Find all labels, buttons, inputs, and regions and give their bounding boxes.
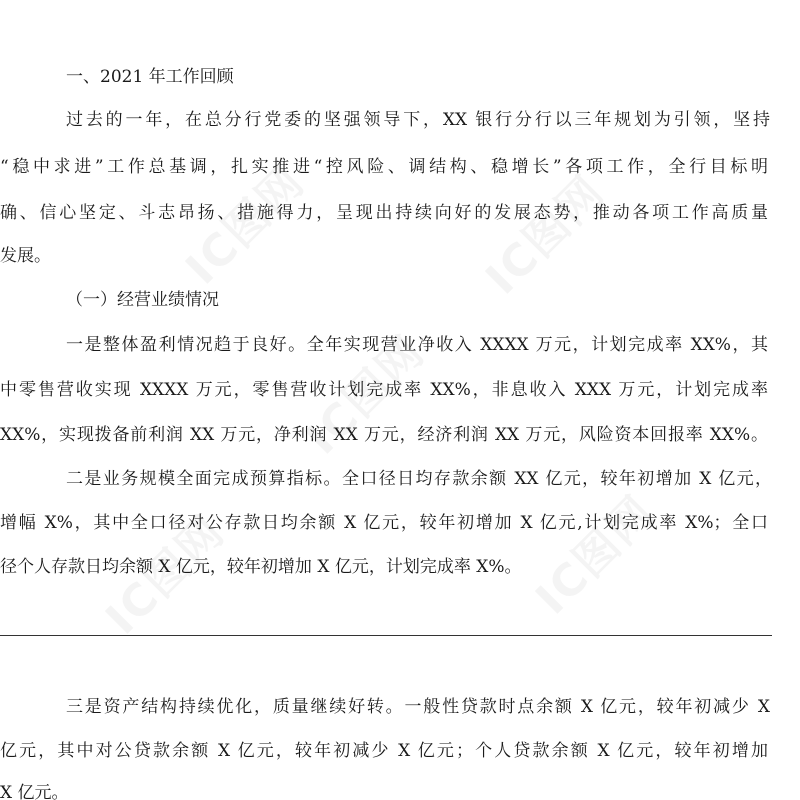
watermark: IC图网 [176, 156, 315, 295]
page-divider [0, 635, 772, 636]
watermark: IC图网 [96, 506, 235, 645]
section-heading: 一、2021 年工作回顾 [66, 67, 234, 87]
paragraph-line: 径个人存款日均余额 X 亿元，较年初增加 X 亿元，计划完成率 X%。 [0, 557, 522, 577]
watermark: IC图网 [296, 326, 435, 465]
paragraph-line: XX%，实现拨备前利润 XX 万元，净利润 XX 万元，经济利润 XX 万元，风险资本回报率 XX%。 [0, 425, 768, 445]
paragraph-line: 增幅 X%，其中全口径对公存款日均余额 X 亿元，较年初增加 X 亿元,计划完成率 X%；全口 [0, 513, 768, 533]
paragraph-line: 一是整体盈利情况趋于良好。全年实现营业净收入 XXXX 万元，计划完成率 XX%，其 [66, 335, 768, 355]
paragraph-line: 中零售营收实现 XXXX 万元，零售营收计划完成率 XX%，非息收入 XXX 万元，计划完成率 [0, 380, 768, 400]
paragraph-line: X 亿元。 [0, 783, 69, 800]
paragraph-line: 过去的一年，在总分行党委的坚强领导下，XX 银行分行以三年规划为引领，坚持 [66, 110, 770, 130]
paragraph-line: 发展。 [0, 246, 51, 266]
paragraph-line: 亿元，其中对公贷款余额 X 亿元，较年初减少 X 亿元；个人贷款余额 X 亿元，较年初增加 [0, 741, 768, 761]
subsection-heading: （一）经营业绩情况 [66, 290, 219, 310]
paragraph-line: 二是业务规模全面完成预算指标。全口径日均存款余额 XX 亿元，较年初增加 X 亿元， [66, 469, 772, 489]
paragraph-line: 三是资产结构持续优化，质量继续好转。一般性贷款时点余额 X 亿元，较年初减少 X [66, 697, 770, 717]
paragraph-line: 确、信心坚定、斗志昂扬、措施得力，呈现出持续向好的发展态势，推动各项工作高质量 [0, 203, 768, 223]
watermark: IC图网 [476, 166, 615, 305]
paragraph-line: “稳中求进”工作总基调，扎实推进“控风险、调结构、稳增长”各项工作，全行目标明 [0, 157, 768, 177]
watermark: IC图网 [526, 486, 665, 625]
